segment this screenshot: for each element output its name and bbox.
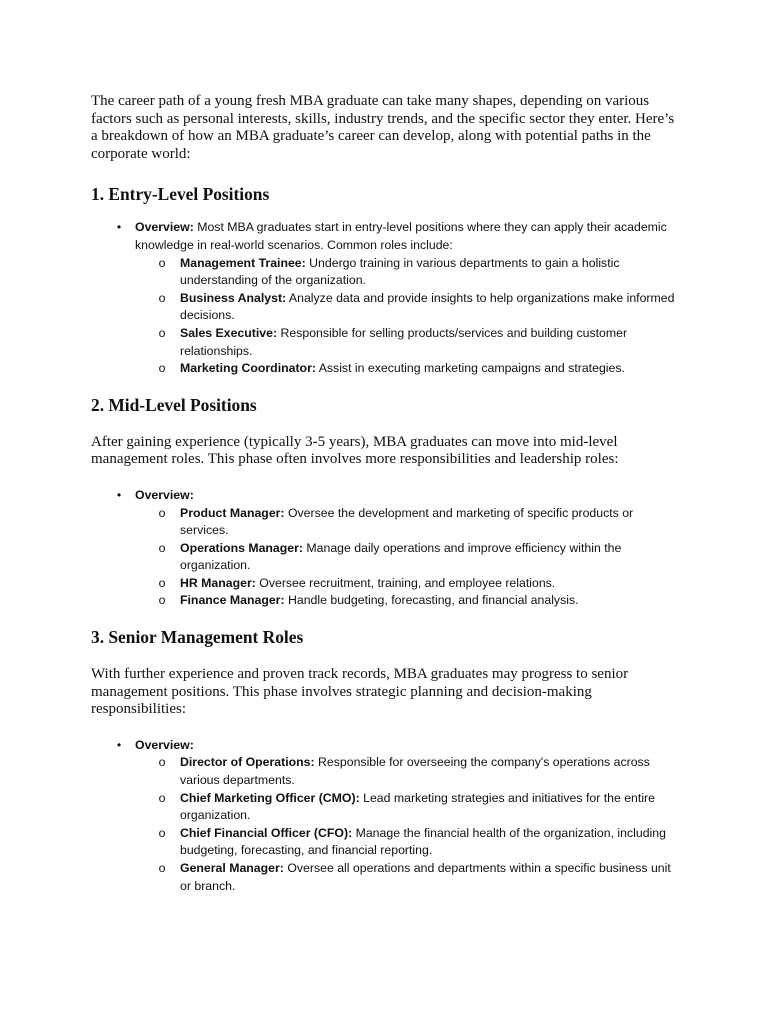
bullet-icon: •: [116, 487, 122, 502]
sub-bullet-icon: o: [158, 755, 166, 770]
role-title: Chief Marketing Officer (CMO):: [180, 790, 360, 805]
overview-list: [91, 487, 683, 610]
overview-label: Overview:: [135, 737, 194, 752]
role-description: Responsible for selling products/services and building customer relationships.: [180, 325, 628, 358]
section-heading: 2. Mid-Level Positions: [91, 394, 257, 415]
sub-bullet-icon: o: [158, 593, 166, 608]
role-item: [135, 540, 683, 575]
overview-label: Overview:: [135, 220, 194, 235]
role-title: HR Manager:: [180, 575, 256, 590]
overview-item: [91, 487, 683, 610]
section-heading: 1. Entry-Level Positions: [91, 184, 270, 205]
role-item: [135, 325, 683, 360]
role-description: Lead marketing strategies and initiatives for the entire organization.: [180, 790, 655, 823]
sub-bullet-icon: o: [158, 825, 166, 840]
overview-item: [91, 737, 683, 895]
section-heading: 3. Senior Management Roles: [91, 627, 304, 648]
bullet-icon: •: [116, 220, 122, 235]
role-description: Manage daily operations and improve efficiency within the organization.: [180, 540, 622, 573]
intro-paragraph: The career path of a young fresh MBA graduate can take many shapes, depending on various factors such as personal interests, skills, industry trends, and the specific sector they enter. Here’s a breakdown of how an MBA graduate’s career can develop, along with potential paths in the corporate world:: [91, 93, 675, 162]
overview-text: Most MBA graduates start in entry-level positions where they can apply their academic knowledge in real-world scenarios. Common roles include:: [135, 220, 667, 252]
overview-item: [91, 219, 683, 377]
role-description: Analyze data and provide insights to help organizations make informed decisions.: [180, 290, 675, 323]
role-item: [135, 505, 683, 540]
roles-list: [135, 255, 683, 378]
role-item: [135, 754, 683, 789]
role-item: [135, 592, 683, 610]
sub-bullet-icon: o: [158, 505, 166, 520]
role-description: Oversee recruitment, training, and employee relations.: [259, 575, 556, 590]
role-description: Handle budgeting, forecasting, and financial analysis.: [287, 593, 579, 608]
role-title: Director of Operations:: [180, 755, 315, 770]
overview-list: [91, 219, 683, 377]
sub-bullet-icon: o: [158, 790, 166, 805]
sub-bullet-icon: o: [158, 575, 166, 590]
role-title: Sales Executive:: [180, 325, 278, 340]
sub-bullet-icon: o: [158, 861, 166, 875]
role-item: [135, 825, 683, 860]
role-title: Management Trainee:: [180, 255, 306, 270]
overview-list: [91, 737, 683, 895]
role-description: Manage the financial health of the organization, including budgeting, forecasting, and financial reporting.: [180, 825, 666, 858]
bullet-icon: •: [116, 737, 122, 752]
roles-list: [135, 505, 683, 611]
section-senior-management: [91, 626, 683, 895]
role-description: Responsible for overseeing the company's operations across various departments.: [180, 755, 650, 788]
sub-bullet-icon: o: [158, 290, 166, 305]
role-title: Finance Manager:: [180, 593, 285, 608]
section-mid-level: [91, 394, 683, 610]
role-title: General Manager:: [180, 861, 284, 875]
role-item: [135, 290, 683, 325]
role-title: Marketing Coordinator:: [180, 361, 316, 376]
section-description: After gaining experience (typically 3-5 years), MBA graduates can move into mid-level management roles. This phase often involves more responsibilities and leadership roles:: [91, 433, 619, 468]
role-item: [135, 575, 683, 593]
role-item: [135, 360, 683, 378]
overview-label: Overview:: [135, 487, 194, 502]
role-description: Oversee all operations and departments within a specific business unit or branch.: [180, 861, 671, 893]
role-title: Chief Financial Officer (CFO):: [180, 825, 353, 840]
role-title: Operations Manager:: [180, 540, 303, 555]
sub-bullet-icon: o: [158, 540, 166, 555]
role-item: [135, 790, 683, 825]
role-item: [135, 255, 683, 290]
role-title: Product Manager:: [180, 505, 285, 520]
sub-bullet-icon: o: [158, 361, 166, 376]
section-description: With further experience and proven track records, MBA graduates may progress to senior management positions. This phase involves strategic planning and decision-making responsibilities:: [91, 666, 629, 718]
roles-list: [135, 754, 683, 895]
role-item: [135, 860, 683, 895]
section-entry-level: [91, 183, 683, 377]
role-title: Business Analyst:: [180, 290, 287, 305]
sub-bullet-icon: o: [158, 325, 166, 340]
role-description: Assist in executing marketing campaigns and strategies.: [318, 361, 625, 376]
sub-bullet-icon: o: [158, 255, 166, 270]
role-description: Undergo training in various departments to gain a holistic understanding of the organization.: [180, 255, 620, 288]
document-page: [91, 93, 683, 895]
role-description: Oversee the development and marketing of specific products or services.: [180, 505, 634, 538]
